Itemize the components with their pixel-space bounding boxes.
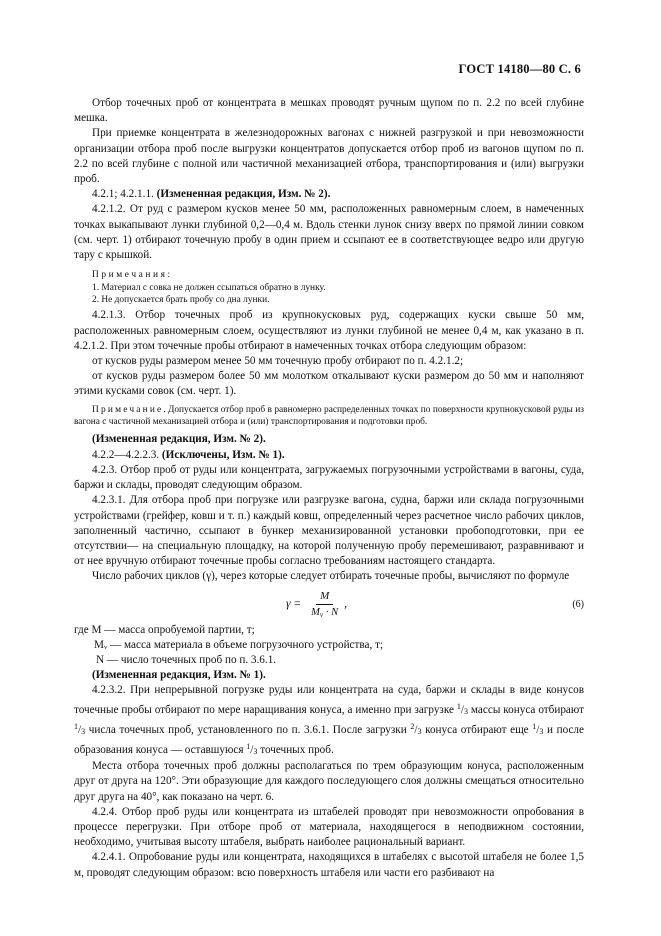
page-header: ГОСТ 14180—80 С. 6 xyxy=(458,62,581,76)
formula-definitions xyxy=(74,623,584,669)
excluded-note: (Исключены, Изм. № 1). xyxy=(161,448,285,461)
paragraph-bags: Отбор точечных проб от концентрата в мешках проводят ручным щупом по п. 2.2 по всей глубине мешка. xyxy=(74,97,584,125)
paragraph-small-pieces: от кусков руды размером менее 50 мм точечную пробу отбирают по п. 4.2.1.2; xyxy=(92,355,464,368)
formula-fraction xyxy=(307,590,342,621)
note-item-2: 2. Не допускается брать пробу со дна лунки. xyxy=(92,295,270,306)
paragraph-4-2-1-2: 4.2.1.2. От руд с размером кусков менее 50 мм, расположенных равномерным слоем, в намеченных точках выкапывают лунки глубиной 0,2—0,4 м. Вдоль стенки лунок снизу вверх по прямой линии совком (см. черт. 1) отбирают точечную пробу в один прием и ссыпают ее в соответствующее ведро или другую тару с крышкой. xyxy=(74,203,584,262)
clause-range: 4.2.2—4.2.2.3. xyxy=(92,448,160,461)
paragraph-railcars: При приемке концентрата в железнодорожных вагонах с нижней разгрузкой и при невозможности организации отбора проб после выгрузки концентратов допускается отбор проб из вагонов щупом по п. 2.2 по всей глубине с полной или частичной механизацией отбора, транспортирования и (или) выгрузки проб. xyxy=(74,127,584,186)
amendment-note: (Измененная редакция, Изм. № 2). xyxy=(156,188,331,201)
paragraph-4-2-3: 4.2.3. Отбор проб от руды или концентрата, загружаемых погрузочными устройствами в вагоны, суда, баржи и склады, проводят следующим образом. xyxy=(74,463,584,492)
paragraph-4-2-3-2: 4.2.3.2. При непрерывной погрузке руды или концентрата на суда, баржи и склады в виде конусов точечные пробы отбирают по мере наращивания конуса, а именно при загрузке $^1$/3 массы конуса отбирают $^1$/3 числа точечных проб, установленного по п. 3.6.1. После загрузки $^2$/3 конуса отбирают еще $^1$/3 и после образования конуса — оставшуюся $^1$/3 точечных проб. xyxy=(74,684,584,756)
equation-number: (6) xyxy=(572,598,584,610)
notes-title: Примечания: xyxy=(92,270,173,281)
definition-Mv: Mᵥ — масса материала в объеме погрузочного устройства, т; xyxy=(94,638,384,651)
paragraph-4-2-1 xyxy=(74,187,584,202)
formula-6 xyxy=(74,588,584,622)
paragraph-cone-points: Места отбора точечных проб должны располагаться по трем образующим конуса, расположенным друг от друга на 120°. Эти образующие для каждого последующего слоя должны смещаться относительно друг друга на 40°, как показано на черт. 6. xyxy=(74,760,584,803)
paragraph-large-pieces: от кусков руды размером более 50 мм молотком откалывают куски размером до 50 мм и наполняют этими кусками совок (см. черт. 1). xyxy=(74,370,584,398)
formula-denominator: $M_v \cdot N$ xyxy=(311,606,339,619)
fraction-two-thirds: $^2$/3 xyxy=(410,721,422,736)
fraction-one-third: $^1$/3 xyxy=(246,741,258,756)
paragraph-4-2-2 xyxy=(74,448,584,463)
note-heading: Примечание. xyxy=(92,404,168,415)
paragraph-4-2-1-3: 4.2.1.3. Отбор точечных проб из крупнокусковых руд, содержащих куски свыше 50 мм, расположенных равномерным слоем, осуществляют из лунки глубиной не менее 0,4 м, как указано в п. 4.2.1.2. При этом точечные пробы отбирают в намеченных точках отбора следующим образом: xyxy=(74,309,584,352)
formula-numerator: M xyxy=(316,590,333,605)
definition-M: где M — масса опробуемой партии, т; xyxy=(74,623,255,636)
note-text: Допускается отбор проб в равномерно распределенных точках по поверхности крупнокусковой руды из вагона с частичной механизацией отбора и (или) транспортирования и подготовки проб. xyxy=(74,404,584,428)
definition-N: N — число точечных проб по п. 3.6.1. xyxy=(96,653,277,666)
clause-number: 4.2.1; 4.2.1.1. xyxy=(92,188,154,201)
note-item-1: 1. Материал с совка не должен ссыпаться обратно в лунку. xyxy=(92,282,326,293)
note-single-block xyxy=(74,404,584,429)
paragraph-cycles: Число рабочих циклов (γ), через которые следует отбирать точечные пробы, вычисляют по формуле xyxy=(92,570,570,583)
notes-block xyxy=(74,269,584,306)
paragraph-4-2-4-1: 4.2.4.1. Опробование руды или концентрата, находящихся в штабелях с высотой штабеля не более 1,5 м, проводят следующим образом: всю поверхность штабеля или части его разбивают на xyxy=(74,851,584,879)
amendment-note-3: (Измененная редакция, Изм. № 1). xyxy=(92,669,266,682)
fraction-one-third: $^1$/3 xyxy=(456,701,468,716)
amendment-note-2: (Измененная редакция, Изм. № 2). xyxy=(92,433,266,446)
formula-lhs: γ = xyxy=(286,598,302,611)
formula-expression xyxy=(286,590,347,621)
paragraph-4-2-3-1: 4.2.3.1. Для отбора проб при погрузке или разгрузке вагона, судна, баржи или склада погрузочными устройствами (грейфер, ковш и т. п.) каждый ковш, определенный через расчетное число рабочих циклов, заполненный частично, ссыпают в бункер механизированной установки пробоподготовки, при ее отсутствии— на специальную площадку, на которой полученную пробу перемешивают, разравнивают и от нее вручную отбирают точечные пробы согласно требованиям настоящего стандарта. xyxy=(74,494,584,568)
fraction-one-third: $^1$/3 xyxy=(532,721,544,736)
fraction-one-third: $^1$/3 xyxy=(74,721,86,736)
document-body xyxy=(74,96,584,881)
paragraph-4-2-4: 4.2.4. Отбор проб руды или концентрата из штабелей проводят при невозможности опробования в процессе перегрузки. При отборе проб от материала, находящегося в неподвижном состоянии, необходимо, учитывая высоту штабеля, выбрать наиболее рациональный вариант. xyxy=(74,805,584,849)
formula-tail: , xyxy=(344,598,348,611)
